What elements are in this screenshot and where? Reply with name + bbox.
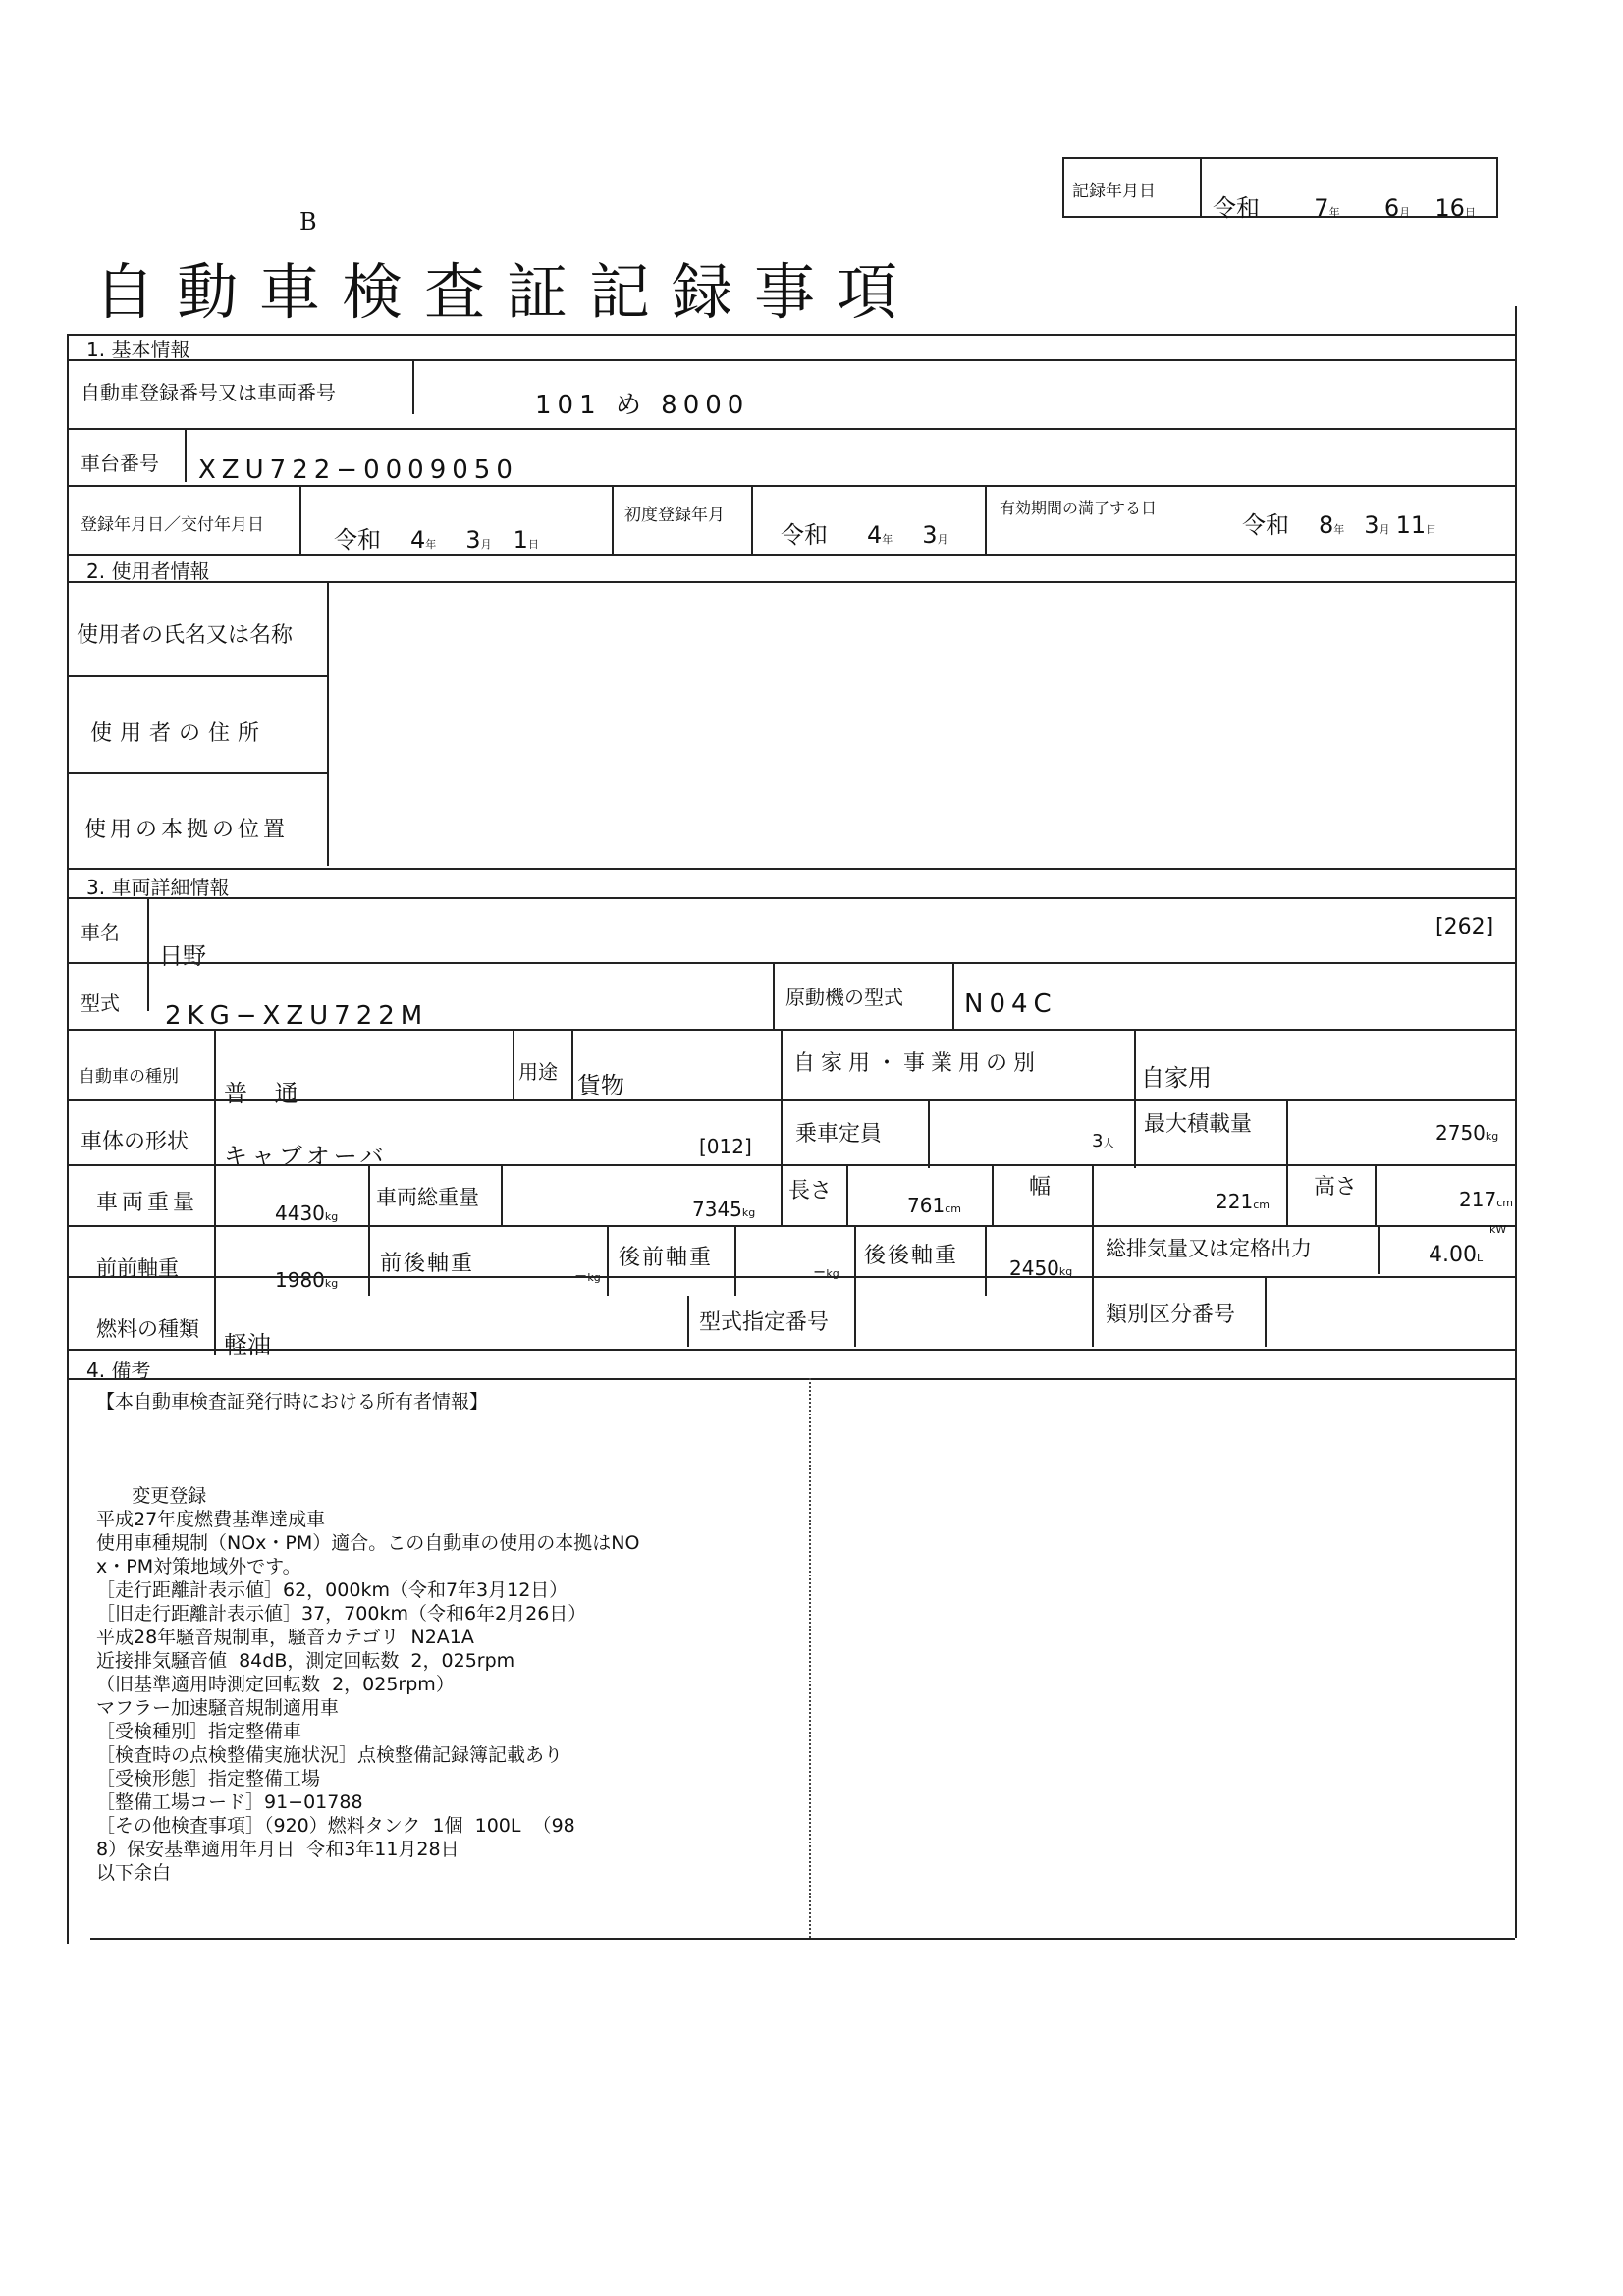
use-value: 貨物: [577, 1072, 624, 1099]
section-1-heading: 1. 基本情報: [86, 338, 190, 361]
rear-rear-axle-value: 2450kg: [1009, 1256, 1073, 1280]
displacement-label: 総排気量又は定格出力: [1106, 1237, 1312, 1260]
chassis-value: XZU722−0009050: [198, 455, 518, 485]
notes-divider: [809, 1378, 811, 1938]
reg-date-label: 登録年月日／交付年月日: [81, 515, 264, 535]
model-label: 型式: [81, 991, 120, 1015]
weight-value: 4430kg: [275, 1201, 339, 1225]
capacity-label: 乗車定員: [795, 1122, 883, 1147]
height-value: 217cm: [1459, 1188, 1513, 1211]
front-rear-axle-value: −kg: [574, 1266, 601, 1285]
section-4-heading: 4. 備考: [86, 1359, 151, 1382]
page-title: 自動車検査証記録事項: [94, 256, 920, 328]
displacement-unit-top: kW: [1489, 1223, 1507, 1236]
reg-date-value: 令和 4年 3月 1日: [334, 526, 539, 554]
private-value: 自家用: [1141, 1064, 1212, 1092]
gross-value: 7345kg: [692, 1198, 756, 1221]
maker-value: 日野: [159, 942, 206, 970]
private-label: 自家用・事業用の別: [793, 1051, 1042, 1076]
engine-label: 原動機の型式: [785, 986, 903, 1009]
class-number-label: 類別区分番号: [1106, 1303, 1236, 1327]
maxload-value: 2750kg: [1435, 1121, 1499, 1145]
user-name-label: 使用者の氏名又は名称: [77, 623, 294, 648]
body-code: [012]: [699, 1135, 752, 1158]
maker-code: [262]: [1435, 915, 1494, 939]
chassis-label: 車台番号: [81, 452, 159, 475]
front-front-axle-value: 1980kg: [275, 1268, 339, 1292]
user-address-label: 使用者の住所: [90, 721, 268, 746]
remarks-text: 【本自動車検査証発行時における所有者情報】 変更登録 平成27年度燃費基準達成車 使用車種規制（NOx・PM）適合。この自動車の使用の本拠はNO x・PM対策地域外です。 ［走行距離計表示値］62，000km（令和7年3月12日） ［旧走行距離計表示値］37，700km（令和6年2月26日） 平成28年騒音規制車，騒音カテゴリ N2A1A 近接排気騒音値 84dB，測定回転数 2，025rpm （旧基準適用時測定回転数 2，025rpm） マフラー加速騒音規制適用車 ［受検種別］指定整備車 ［検査時の点検整備実施状況］点検整備記録簿記載あり ［受検形態］指定整備工場 ［整備工場コード］91−01788 ［その他検査事項］（920）燃料タンク 1個 100L （98 8）保安基準適用年月日 令和3年11月28日 以下余白: [96, 1391, 640, 1884]
front-front-axle-label: 前前軸重: [96, 1256, 179, 1280]
record-date-value: 令和 7年 6月 16日: [1213, 194, 1476, 222]
maxload-label: 最大積載量: [1144, 1112, 1253, 1137]
rear-front-axle-label: 後前軸重: [619, 1246, 714, 1270]
width-value: 221cm: [1216, 1190, 1270, 1213]
kind-value: 普 通: [224, 1080, 308, 1107]
length-label: 長さ: [788, 1179, 833, 1203]
fuel-label: 燃料の種類: [96, 1317, 199, 1341]
first-reg-label: 初度登録年月: [624, 506, 725, 525]
gross-label: 車両総重量: [376, 1186, 479, 1209]
length-value: 761cm: [907, 1194, 961, 1217]
fuel-value: 軽油: [224, 1331, 271, 1359]
base-location-label: 使用の本拠の位置: [84, 818, 290, 842]
section-3-heading: 3. 車両詳細情報: [86, 876, 230, 899]
expiry-value: 令和 8年 3月 11日: [1242, 511, 1437, 539]
weight-label: 車両重量: [96, 1191, 199, 1215]
engine-value: N04C: [964, 989, 1057, 1019]
kind-label: 自動車の種別: [79, 1067, 179, 1087]
displacement-value: 4.00L: [1429, 1243, 1484, 1267]
mark-b: B: [299, 208, 317, 236]
expiry-label: 有効期間の満了する日: [1000, 499, 1158, 517]
model-value: 2KG−XZU722M: [165, 1001, 429, 1031]
section-2-heading: 2. 使用者情報: [86, 560, 210, 583]
reg-number-label: 自動車登録番号又は車両番号: [81, 381, 336, 404]
maker-label: 車名: [81, 921, 120, 944]
rear-front-axle-value: −kg: [813, 1262, 839, 1281]
front-rear-axle-label: 前後軸重: [380, 1252, 475, 1276]
rear-rear-axle-label: 後後軸重: [864, 1244, 959, 1268]
width-label: 幅: [1029, 1175, 1052, 1200]
body-label: 車体の形状: [81, 1130, 189, 1154]
capacity-value: 3人: [1092, 1131, 1114, 1151]
reg-number-value: 101 め 8000: [535, 391, 750, 420]
body-value: キャブオーバ: [224, 1143, 388, 1170]
use-label: 用途: [518, 1060, 558, 1084]
first-reg-value: 令和 4年 3月: [781, 521, 948, 549]
type-number-label: 型式指定番号: [699, 1310, 830, 1335]
record-date-label: 記録年月日: [1072, 182, 1156, 201]
height-label: 高さ: [1314, 1175, 1358, 1200]
